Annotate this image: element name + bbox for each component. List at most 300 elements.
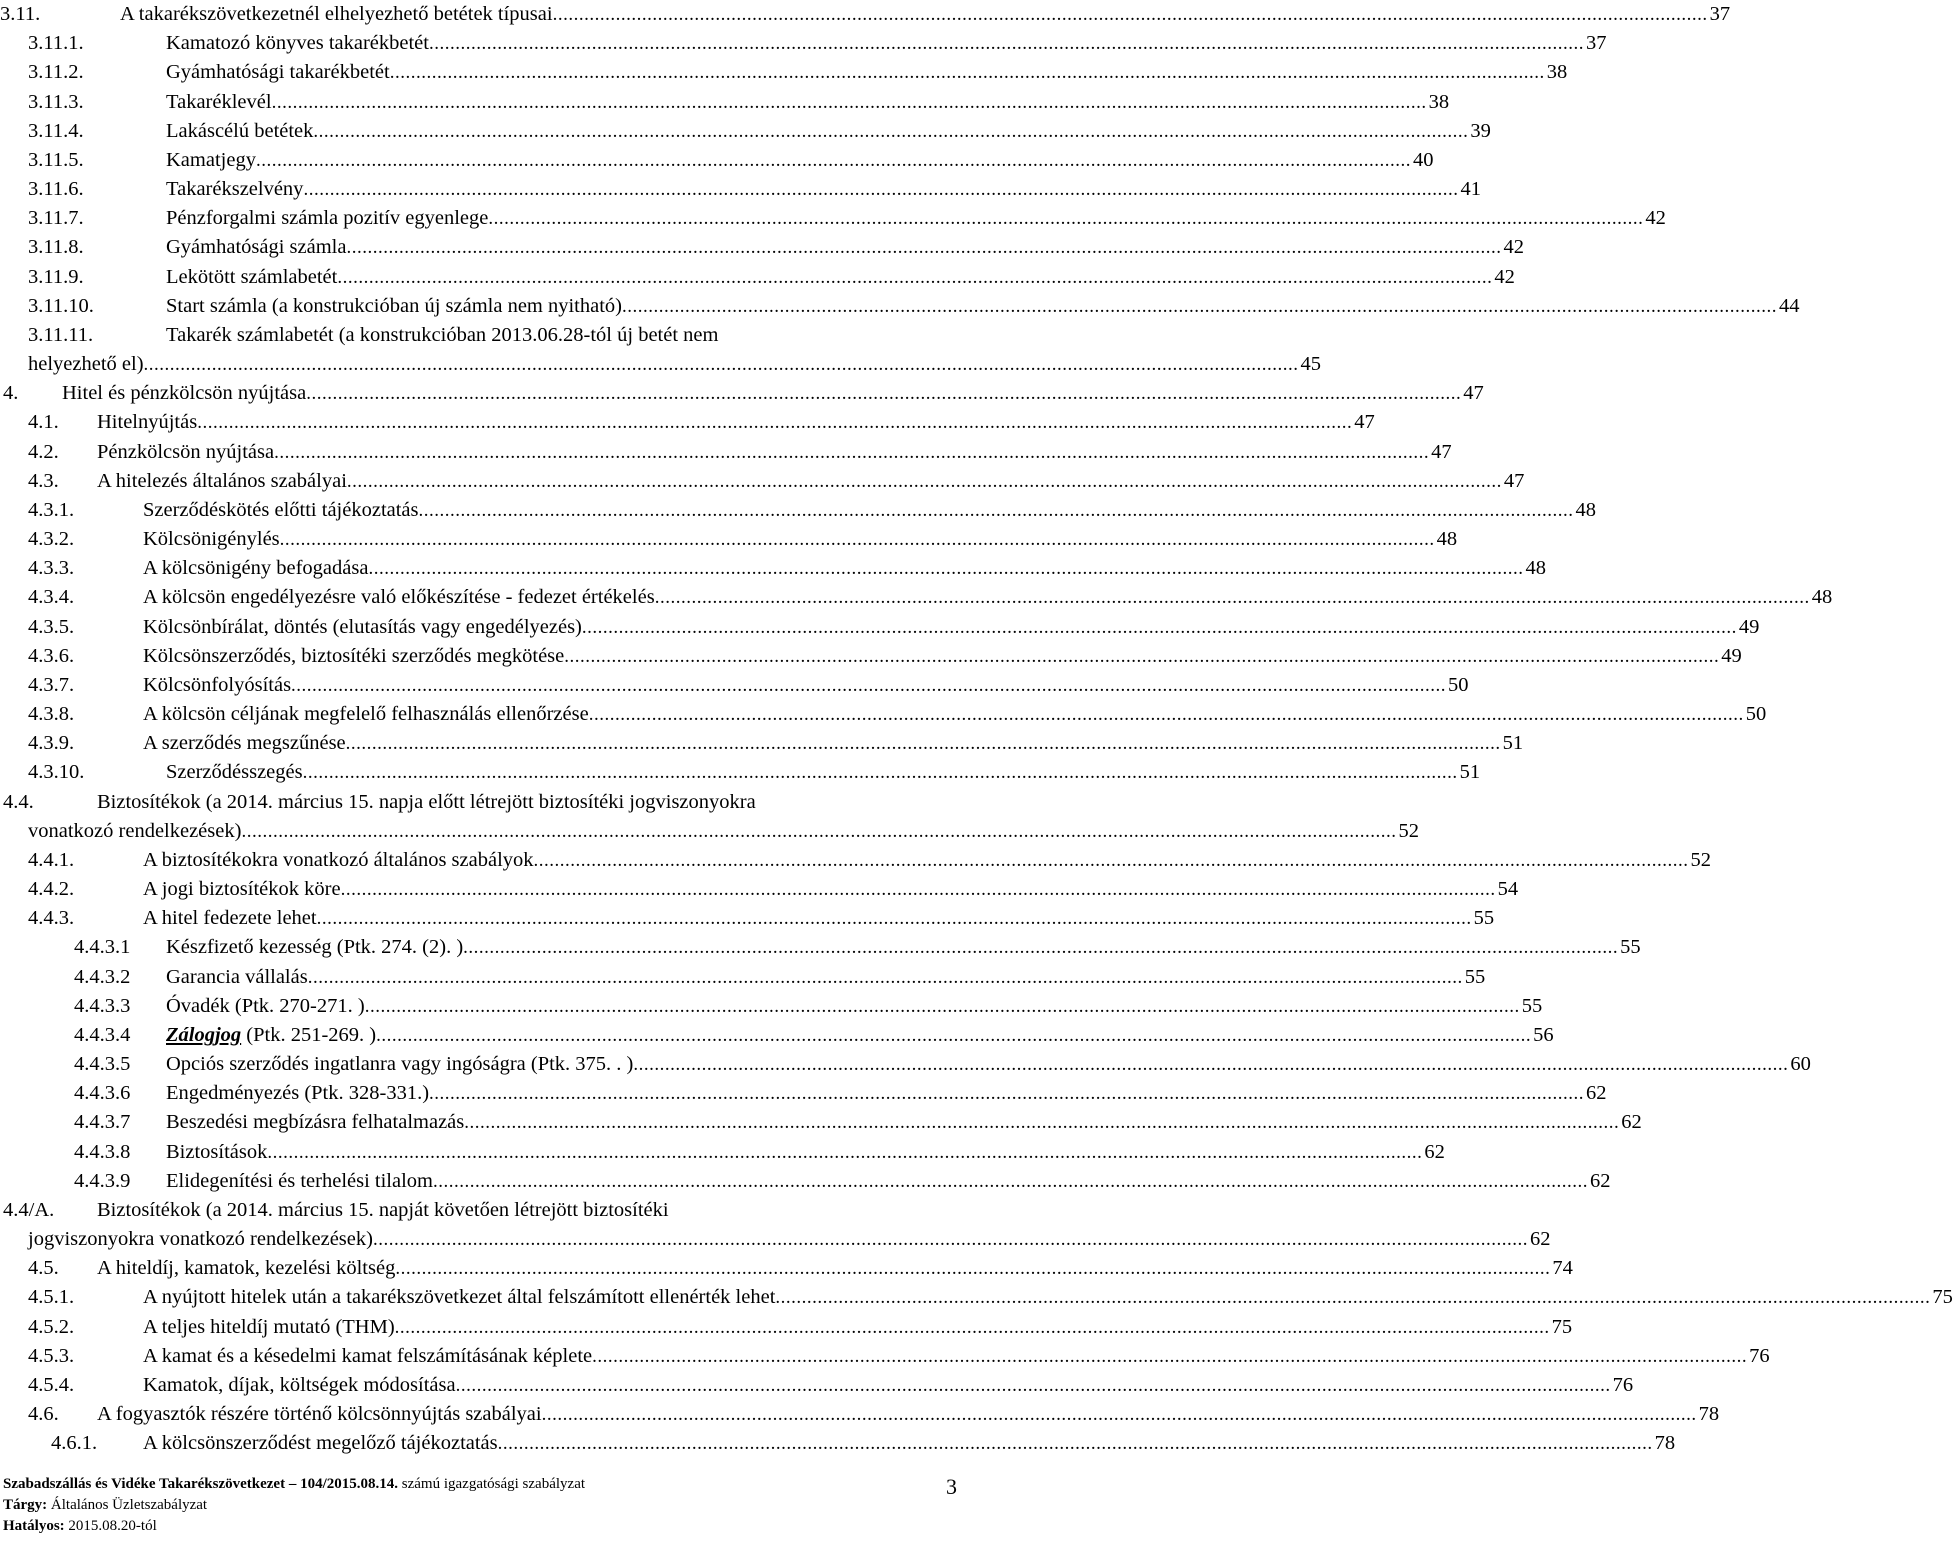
toc-entry-number: 4.4.: [3, 790, 34, 813]
toc-entry-line: [166, 1021, 1554, 1050]
toc-entry-title: A jogi biztosítékok köre: [143, 878, 341, 901]
toc-entry[interactable]: [0, 263, 1515, 292]
toc-entry-title: Biztosítékok (a 2014. március 15. napja előtt létrejött biztosítéki jogviszonyokra: [97, 790, 756, 813]
toc-entry-title: Pénzforgalmi számla pozitív egyenlege: [166, 207, 489, 230]
toc-entry-title: Lakáscélú betétek: [166, 119, 314, 142]
toc-leader-dots: ............................................................................................................................................................................................................................: [395, 1258, 1551, 1280]
toc-entry-page: 52: [1690, 848, 1712, 871]
toc-leader-dots: ............................................................................................................................................................................................................................: [267, 1141, 1423, 1163]
toc-entry-title: Engedményezés (Ptk. 328-331.): [166, 1082, 430, 1105]
toc-entry-title: vonatkozó rendelkezések): [28, 819, 242, 842]
toc-entry-title: Pénzkölcsön nyújtása: [97, 440, 275, 463]
toc-leader-dots: ............................................................................................................................................................................................................................: [389, 62, 1545, 84]
toc-entry-number: 4.3.3.: [28, 557, 75, 580]
toc-entry-line: [166, 146, 1434, 175]
toc-leader-dots: ............................................................................................................................................................................................................................: [775, 1287, 1931, 1309]
toc-entry-page: 75: [1551, 1315, 1573, 1338]
toc-entry-title: A biztosítékokra vonatkozó általános szabályok: [143, 848, 534, 871]
toc-entry-page: 49: [1738, 615, 1760, 638]
toc-entry-title: Biztosítékok (a 2014. március 15. napját követően létrejött biztosítéki: [97, 1198, 669, 1221]
toc-entry-title: Kölcsönigénylés: [143, 528, 280, 551]
toc-entry[interactable]: [0, 117, 1491, 146]
toc-entry-title: A hiteldíj, kamatok, kezelési költség: [97, 1257, 396, 1280]
toc-entry-page: 62: [1621, 1111, 1642, 1134]
page-footer: [3, 1474, 957, 1537]
toc-entry-number: 4.4.3.9: [74, 1169, 131, 1192]
toc-entry-page: 39: [1470, 119, 1491, 142]
toc-entry-title: Hitel és pénzkölcsön nyújtása: [62, 382, 307, 405]
toc-entry[interactable]: [0, 700, 1767, 729]
footer-subject: [3, 1495, 957, 1516]
toc-entry-page: 42: [1645, 207, 1666, 230]
toc-leader-dots: ............................................................................................................................................................................................................................: [241, 820, 1397, 842]
toc-entry[interactable]: [0, 58, 1568, 87]
toc-entry-title: Takarék számlabetét (a konstrukcióban 2013.06.28-tól új betét nem: [166, 323, 719, 346]
toc-entry[interactable]: [0, 408, 1375, 437]
toc-entry-page: 55: [1620, 936, 1641, 959]
toc-entry-page: 56: [1533, 1023, 1554, 1046]
toc-leader-dots: ............................................................................................................................................................................................................................: [488, 208, 1644, 230]
toc-entry-page: 51: [1502, 732, 1524, 755]
toc-entry-line: [143, 1429, 1676, 1458]
toc-entry[interactable]: [0, 1283, 1953, 1312]
toc-leader-dots: ............................................................................................................................................................................................................................: [143, 354, 1299, 376]
toc-entry-number: 4.4/A.: [3, 1198, 55, 1221]
toc-entry-line: [166, 1138, 1445, 1167]
toc-leader-dots: ............................................................................................................................................................................................................................: [368, 558, 1524, 580]
toc-leader-dots: ............................................................................................................................................................................................................................: [372, 1229, 1528, 1251]
toc-entry-title: Szerződésszegés: [166, 761, 303, 784]
toc-entry-title-rest: (Ptk. 251-269. ): [241, 1023, 377, 1046]
toc-entry-title: A kölcsön céljának megfelelő felhasználás ellenőrzése: [143, 703, 589, 726]
toc-entry[interactable]: [0, 729, 1524, 758]
toc-entry-page: 50: [1745, 703, 1767, 726]
toc-entry-title: A hitelezés általános szabályai: [97, 469, 347, 492]
toc-entry-title: Gyámhatósági számla: [166, 236, 347, 259]
toc-entry[interactable]: [0, 554, 1546, 583]
toc-leader-dots: ............................................................................................................................................................................................................................: [592, 1345, 1748, 1367]
toc-entry-number: 3.11.10.: [28, 294, 94, 317]
toc-entry-line: [166, 1050, 1811, 1079]
toc-entry-title: Kamatok, díjak, költségek módosítása: [143, 1373, 456, 1396]
toc-entry-number: 4.5.2.: [28, 1315, 75, 1338]
footer-subject-value: Általános Üzletszabályzat: [47, 1497, 208, 1513]
toc-entry-line: [143, 613, 1760, 642]
toc-entry-title: Kamatjegy: [166, 148, 256, 171]
toc-leader-dots: ............................................................................................................................................................................................................................: [271, 91, 1427, 113]
toc-entry-title: Opciós szerződés ingatlanra vagy ingóságra (Ptk. 375. . ): [166, 1053, 634, 1076]
toc-entry-page: 76: [1749, 1344, 1770, 1367]
toc-entry-line: [143, 671, 1469, 700]
toc-entry-title: A kölcsönigény befogadása: [143, 557, 369, 580]
toc-leader-dots: ............................................................................................................................................................................................................................: [346, 237, 1502, 259]
toc-entry-page: 55: [1521, 994, 1543, 1017]
toc-entry[interactable]: [0, 233, 1524, 262]
toc-entry-page: 48: [1525, 557, 1546, 580]
toc-leader-dots: ............................................................................................................................................................................................................................: [463, 937, 1619, 959]
toc-entry-title: Start számla (a konstrukcióban új számla nem nyitható): [166, 294, 622, 317]
toc-entry[interactable]: [0, 671, 1469, 700]
toc-entry-title: Kölcsönfolyósítás: [143, 673, 292, 696]
toc-entry[interactable]: [0, 817, 1419, 846]
toc-entry[interactable]: [0, 1079, 1607, 1108]
toc-leader-dots: ............................................................................................................................................................................................................................: [455, 1374, 1611, 1396]
toc-entry-page: 50: [1448, 673, 1469, 696]
toc-entry-line: [166, 29, 1607, 58]
toc-entry[interactable]: [0, 933, 1641, 962]
toc-entry-line: [143, 904, 1495, 933]
toc-leader-dots: ............................................................................................................................................................................................................................: [588, 704, 1744, 726]
footer-effective-date: [3, 1516, 957, 1537]
toc-entry-line: [166, 263, 1515, 292]
toc-leader-dots: ............................................................................................................................................................................................................................: [340, 879, 1496, 901]
toc-entry[interactable]: [0, 292, 1800, 321]
toc-entry[interactable]: [0, 992, 1543, 1021]
toc-entry-line: [166, 992, 1543, 1021]
toc-entry-number: 4.3.4.: [28, 586, 75, 609]
toc-leader-dots: ............................................................................................................................................................................................................................: [255, 149, 1411, 171]
toc-entry-page: 62: [1590, 1169, 1611, 1192]
toc-entry[interactable]: [0, 1108, 1642, 1137]
toc-entry-title: Biztosítások: [166, 1140, 268, 1163]
toc-entry-title: A kölcsönszerződést megelőző tájékoztatás: [143, 1432, 498, 1455]
toc-entry-page: 55: [1464, 965, 1486, 988]
toc-leader-dots: ............................................................................................................................................................................................................................: [306, 383, 1462, 405]
toc-entry-page: 51: [1459, 761, 1481, 784]
toc-entry-number: 4.3.: [28, 469, 59, 492]
toc-entry-number: 3.11.9.: [28, 265, 84, 288]
toc-entry[interactable]: [0, 88, 1450, 117]
toc-leader-dots: ............................................................................................................................................................................................................................: [376, 1024, 1532, 1046]
toc-leader-dots: ............................................................................................................................................................................................................................: [303, 179, 1459, 201]
toc-leader-dots: ............................................................................................................................................................................................................................: [433, 1170, 1588, 1192]
toc-entry[interactable]: [0, 1400, 1720, 1429]
footer-regulation-type: számú igazgatósági szabályzat: [398, 1476, 586, 1492]
toc-entry-number: 3.11.1.: [28, 32, 84, 55]
toc-leader-dots: ............................................................................................................................................................................................................................: [622, 295, 1777, 317]
footer-subject-label: Tárgy:: [3, 1497, 48, 1513]
toc-entry-title: Kamatozó könyves takarékbetét: [166, 32, 429, 55]
toc-entry-page: 47: [1431, 440, 1452, 463]
toc-entry-number: 4.4.3.3: [74, 994, 131, 1017]
toc-entry[interactable]: [0, 642, 1742, 671]
toc-leader-dots: ............................................................................................................................................................................................................................: [429, 1083, 1585, 1105]
toc-entry-title: Készfizető kezesség (Ptk. 274. (2). ): [166, 936, 464, 959]
toc-leader-dots: ............................................................................................................................................................................................................................: [564, 645, 1720, 667]
toc-leader-dots: ............................................................................................................................................................................................................................: [345, 733, 1501, 755]
toc-entry-number: 4.6.1.: [51, 1432, 98, 1455]
toc-entry-title: Óvadék (Ptk. 270-271. ): [166, 994, 365, 1017]
toc-leader-dots: ............................................................................................................................................................................................................................: [464, 1112, 1620, 1134]
toc-leader-dots: ............................................................................................................................................................................................................................: [654, 587, 1810, 609]
toc-leader-dots: ............................................................................................................................................................................................................................: [274, 441, 1430, 463]
toc-entry-line: [143, 1342, 1770, 1371]
toc-entry-line: [166, 117, 1491, 146]
toc-entry-title: A takarékszövetkezetnél elhelyezhető betétek típusai: [120, 3, 553, 25]
toc-leader-dots: ............................................................................................................................................................................................................................: [418, 499, 1574, 521]
toc-entry-number: 4.5.: [28, 1257, 59, 1280]
toc-entry-page: 78: [1698, 1403, 1720, 1426]
toc-entry-number: 3.11.7.: [28, 207, 84, 230]
toc-entry-number: 3.11.6.: [28, 178, 84, 201]
toc-entry[interactable]: [0, 1429, 1676, 1458]
toc-entry-title: Takaréklevél: [166, 90, 272, 113]
footer-effective-value: 2015.08.20-tól: [64, 1518, 157, 1534]
toc-entry-page: 76: [1612, 1373, 1634, 1396]
toc-entry-line: [143, 496, 1597, 525]
toc-entry-number: 4.3.2.: [28, 528, 75, 551]
toc-entry-title: jogviszonyokra vonatkozó rendelkezések): [28, 1228, 373, 1251]
toc-entry-title: A hitel fedezete lehet: [143, 907, 317, 930]
toc-leader-dots: ............................................................................................................................................................................................................................: [552, 4, 1708, 25]
toc-entry-page: 48: [1811, 586, 1833, 609]
toc-entry-title: A nyújtott hitelek után a takarékszövetkezet által felszámított ellenérték lehet: [143, 1286, 776, 1309]
toc-entry-title: Gyámhatósági takarékbetét: [166, 61, 390, 84]
toc-entry-number: 4.: [3, 382, 19, 405]
toc-entry-line: [166, 292, 1800, 321]
toc-entry-number: 3.11.3.: [28, 90, 84, 113]
toc-entry[interactable]: [0, 350, 1322, 379]
toc-leader-dots: ............................................................................................................................................................................................................................: [541, 1404, 1697, 1426]
toc-entry-line: [97, 438, 1452, 467]
toc-entry-title: helyezhető el): [28, 353, 144, 376]
toc-entry[interactable]: [0, 321, 960, 350]
toc-entry-line: [166, 1108, 1642, 1137]
toc-leader-dots: ............................................................................................................................................................................................................................: [291, 674, 1447, 696]
toc-entry[interactable]: [0, 29, 1607, 58]
toc-leader-dots: ............................................................................................................................................................................................................................: [364, 995, 1520, 1017]
toc-leader-dots: ............................................................................................................................................................................................................................: [428, 33, 1584, 55]
toc-entry-number: 3.11.8.: [28, 236, 84, 259]
toc-entry-number: 4.5.3.: [28, 1344, 75, 1367]
toc-leader-dots: ............................................................................................................................................................................................................................: [497, 1433, 1653, 1455]
toc-entry-number: 3.11.4.: [28, 119, 84, 142]
toc-entry-title: A fogyasztók részére történő kölcsönnyújtás szabályai: [97, 1403, 542, 1426]
toc-leader-dots: ............................................................................................................................................................................................................................: [337, 266, 1493, 288]
toc-entry-line: [120, 0, 1731, 29]
toc-entry-number: 3.11.5.: [28, 148, 84, 171]
toc-entry-line: [166, 88, 1450, 117]
toc-entry-page: 40: [1412, 148, 1434, 171]
toc-entry[interactable]: [0, 875, 1519, 904]
toc-entry[interactable]: [0, 904, 1495, 933]
toc-leader-dots: ............................................................................................................................................................................................................................: [394, 1316, 1550, 1338]
toc-entry-number: 4.5.1.: [28, 1286, 75, 1309]
toc-entry[interactable]: [0, 1021, 1554, 1050]
toc-entry-line: [166, 1079, 1607, 1108]
toc-leader-dots: ............................................................................................................................................................................................................................: [581, 616, 1737, 638]
toc-entry-line: [166, 933, 1641, 962]
toc-entry-line: [143, 1371, 1634, 1400]
toc-entry-line: [97, 1254, 1573, 1283]
toc-entry-number: 4.4.3.2: [74, 965, 131, 988]
toc-entry-page: 78: [1654, 1432, 1676, 1455]
toc-entry-line: [166, 175, 1481, 204]
toc-entry-line: [97, 1400, 1720, 1429]
toc-entry-page: 49: [1721, 644, 1742, 667]
toc-entry[interactable]: [0, 1138, 1445, 1167]
toc-entry-number: 4.1.: [28, 411, 59, 434]
toc-entry-page: 37: [1585, 32, 1607, 55]
toc-entry[interactable]: [0, 525, 1458, 554]
toc-entry-title: A teljes hiteldíj mutató (THM): [143, 1315, 395, 1338]
toc-entry-number: 4.3.10.: [28, 761, 85, 784]
toc-entry-page: 44: [1779, 294, 1800, 317]
toc-entry-number: 4.5.4.: [28, 1373, 75, 1396]
toc-entry[interactable]: [0, 204, 1666, 233]
toc-entry-title: Takarékszelvény: [166, 178, 304, 201]
toc-entry-title: A kölcsön engedélyezésre való előkészítése - fedezet értékelés: [143, 586, 655, 609]
toc-entry-page: 54: [1497, 878, 1519, 901]
toc-entry-number: 4.3.8.: [28, 703, 75, 726]
toc-entry-number: 4.2.: [28, 440, 59, 463]
toc-entry-page: 60: [1790, 1053, 1811, 1076]
toc-leader-dots: ............................................................................................................................................................................................................................: [197, 412, 1353, 434]
toc-entry-page: 47: [1463, 382, 1484, 405]
toc-entry[interactable]: [0, 1050, 1811, 1079]
toc-entry-line: [97, 408, 1375, 437]
toc-entry-line: [166, 758, 1481, 787]
toc-entry-title: A szerződés megszűnése: [143, 732, 346, 755]
toc-entry-page: 41: [1460, 178, 1481, 201]
toc-entry[interactable]: [0, 788, 960, 817]
toc-entry-title: Garancia vállalás: [166, 965, 308, 988]
toc-entry-page: 75: [1932, 1286, 1953, 1309]
toc-entry-line: [143, 583, 1833, 612]
toc-entry-title: Hitelnyújtás: [97, 411, 198, 434]
toc-entry-emphasis: Zálogjog: [166, 1023, 242, 1046]
toc-entry[interactable]: [0, 758, 1481, 787]
toc-leader-dots: ............................................................................................................................................................................................................................: [307, 966, 1463, 988]
toc-entry-page: 55: [1473, 907, 1495, 930]
toc-entry-number: 4.4.3.7: [74, 1111, 131, 1134]
page-number: 3: [946, 1474, 957, 1499]
toc-entry-number: 4.4.3.4: [74, 1023, 131, 1046]
toc-entry[interactable]: [0, 0, 1731, 29]
toc-entry-line: [166, 233, 1524, 262]
footer-institution: [3, 1474, 957, 1495]
toc-entry[interactable]: [0, 1254, 1573, 1283]
footer-effective-label: Hatályos:: [3, 1518, 65, 1534]
toc-entry-number: 4.4.2.: [28, 878, 75, 901]
toc-entry-page: 38: [1428, 90, 1450, 113]
toc-leader-dots: ............................................................................................................................................................................................................................: [316, 908, 1472, 930]
toc-entry-line: [143, 700, 1767, 729]
toc-entry[interactable]: [0, 1196, 960, 1225]
toc-entry-line: [28, 350, 1322, 379]
toc-entry[interactable]: [0, 467, 1525, 496]
toc-entry-page: 42: [1503, 236, 1524, 259]
toc-entry-page: 48: [1575, 498, 1597, 521]
toc-entry-line: [143, 1283, 1953, 1312]
toc-entry-line: [143, 846, 1712, 875]
toc-entry-title: Kölcsönszerződés, biztosítéki szerződés megkötése: [143, 644, 565, 667]
toc-entry-number: 4.4.3.1: [74, 936, 131, 959]
toc-entry-number: 3.11.11.: [28, 323, 94, 346]
toc-entry-line: [143, 729, 1524, 758]
toc-entry[interactable]: [0, 146, 1434, 175]
toc-entry-line: [62, 379, 1484, 408]
toc-entry[interactable]: [0, 1371, 1634, 1400]
toc-entry[interactable]: [0, 1342, 1770, 1371]
toc-entry[interactable]: [0, 379, 1484, 408]
toc-entry-line: [166, 204, 1666, 233]
toc-entry-page: 62: [1424, 1140, 1445, 1163]
toc-entry-line: [166, 58, 1568, 87]
toc-entry-title: Elidegenítési és terhelési tilalom: [166, 1169, 433, 1192]
toc-entry-line: [143, 554, 1546, 583]
toc-entry[interactable]: [0, 963, 1486, 992]
toc-entry-page: 48: [1436, 528, 1458, 551]
toc-leader-dots: ............................................................................................................................................................................................................................: [533, 849, 1689, 871]
toc-leader-dots: ............................................................................................................................................................................................................................: [279, 529, 1435, 551]
toc-entry-line: [143, 642, 1742, 671]
toc-entry-page: 47: [1354, 411, 1375, 434]
toc-entry-title: Szerződéskötés előtti tájékoztatás: [143, 498, 419, 521]
toc-entry[interactable]: [0, 613, 1760, 642]
toc-leader-dots: ............................................................................................................................................................................................................................: [302, 762, 1458, 784]
toc-leader-dots: ............................................................................................................................................................................................................................: [313, 120, 1469, 142]
toc-entry[interactable]: [0, 1225, 1551, 1254]
toc-entry-number: 4.3.6.: [28, 644, 75, 667]
toc-entry-page: 42: [1494, 265, 1515, 288]
toc-leader-dots: ............................................................................................................................................................................................................................: [346, 470, 1502, 492]
toc-entry[interactable]: [0, 496, 1597, 525]
toc-entry-number: 4.4.3.5: [74, 1053, 131, 1076]
toc-entry-page: 45: [1300, 353, 1322, 376]
toc-entry-number: 4.3.7.: [28, 673, 75, 696]
toc-entry-page: 37: [1709, 3, 1731, 25]
toc-entry-line: [143, 875, 1519, 904]
toc-leader-dots: ............................................................................................................................................................................................................................: [633, 1054, 1789, 1076]
toc-entry-page: 62: [1586, 1082, 1607, 1105]
toc-entry-title: Lekötött számlabetét: [166, 265, 338, 288]
toc-entry-number: 3.11.2.: [28, 61, 84, 84]
toc-entry-number: 4.3.5.: [28, 615, 75, 638]
toc-entry-line: [28, 1225, 1551, 1254]
toc-entry-page: 38: [1546, 61, 1568, 84]
toc-entry[interactable]: [0, 583, 1833, 612]
toc-entry-number: 4.3.1.: [28, 498, 75, 521]
toc-entry-number: 4.4.3.: [28, 907, 75, 930]
toc-entry-line: [143, 525, 1458, 554]
toc-entry-title: A kamat és a késedelmi kamat felszámításának képlete: [143, 1344, 593, 1367]
toc-entry-page: 47: [1503, 469, 1525, 492]
toc-entry-number: 4.4.3.6: [74, 1082, 131, 1105]
toc-entry-title: Kölcsönbírálat, döntés (elutasítás vagy engedélyezés): [143, 615, 582, 638]
toc-entry-line: [28, 817, 1419, 846]
footer-institution-name: Szabadszállás és Vidéke Takarékszövetkezet – 104/2015.08.14.: [3, 1476, 399, 1492]
toc-entry-title: Beszedési megbízásra felhatalmazás: [166, 1111, 465, 1134]
toc-entry[interactable]: [0, 438, 1452, 467]
toc-entry-line: [97, 467, 1525, 496]
toc-entry[interactable]: [0, 1167, 1611, 1196]
toc-entry-line: [166, 1167, 1611, 1196]
toc-entry-number: 4.4.1.: [28, 848, 75, 871]
toc-entry-line: [143, 1313, 1573, 1342]
toc-entry[interactable]: [0, 175, 1481, 204]
toc-entry-title: [166, 1021, 376, 1050]
toc-entry-number: 4.6.: [28, 1403, 59, 1426]
toc-entry-line: [166, 963, 1486, 992]
toc-entry-number: 4.4.3.8: [74, 1140, 131, 1163]
toc-entry-page: 74: [1552, 1257, 1573, 1280]
toc-entry-page: 62: [1529, 1228, 1551, 1251]
toc-entry[interactable]: [0, 846, 1712, 875]
toc-entry[interactable]: [0, 1313, 1573, 1342]
toc-entry-number: 3.11.: [0, 3, 41, 25]
toc-entry-number: 4.3.9.: [28, 732, 75, 755]
